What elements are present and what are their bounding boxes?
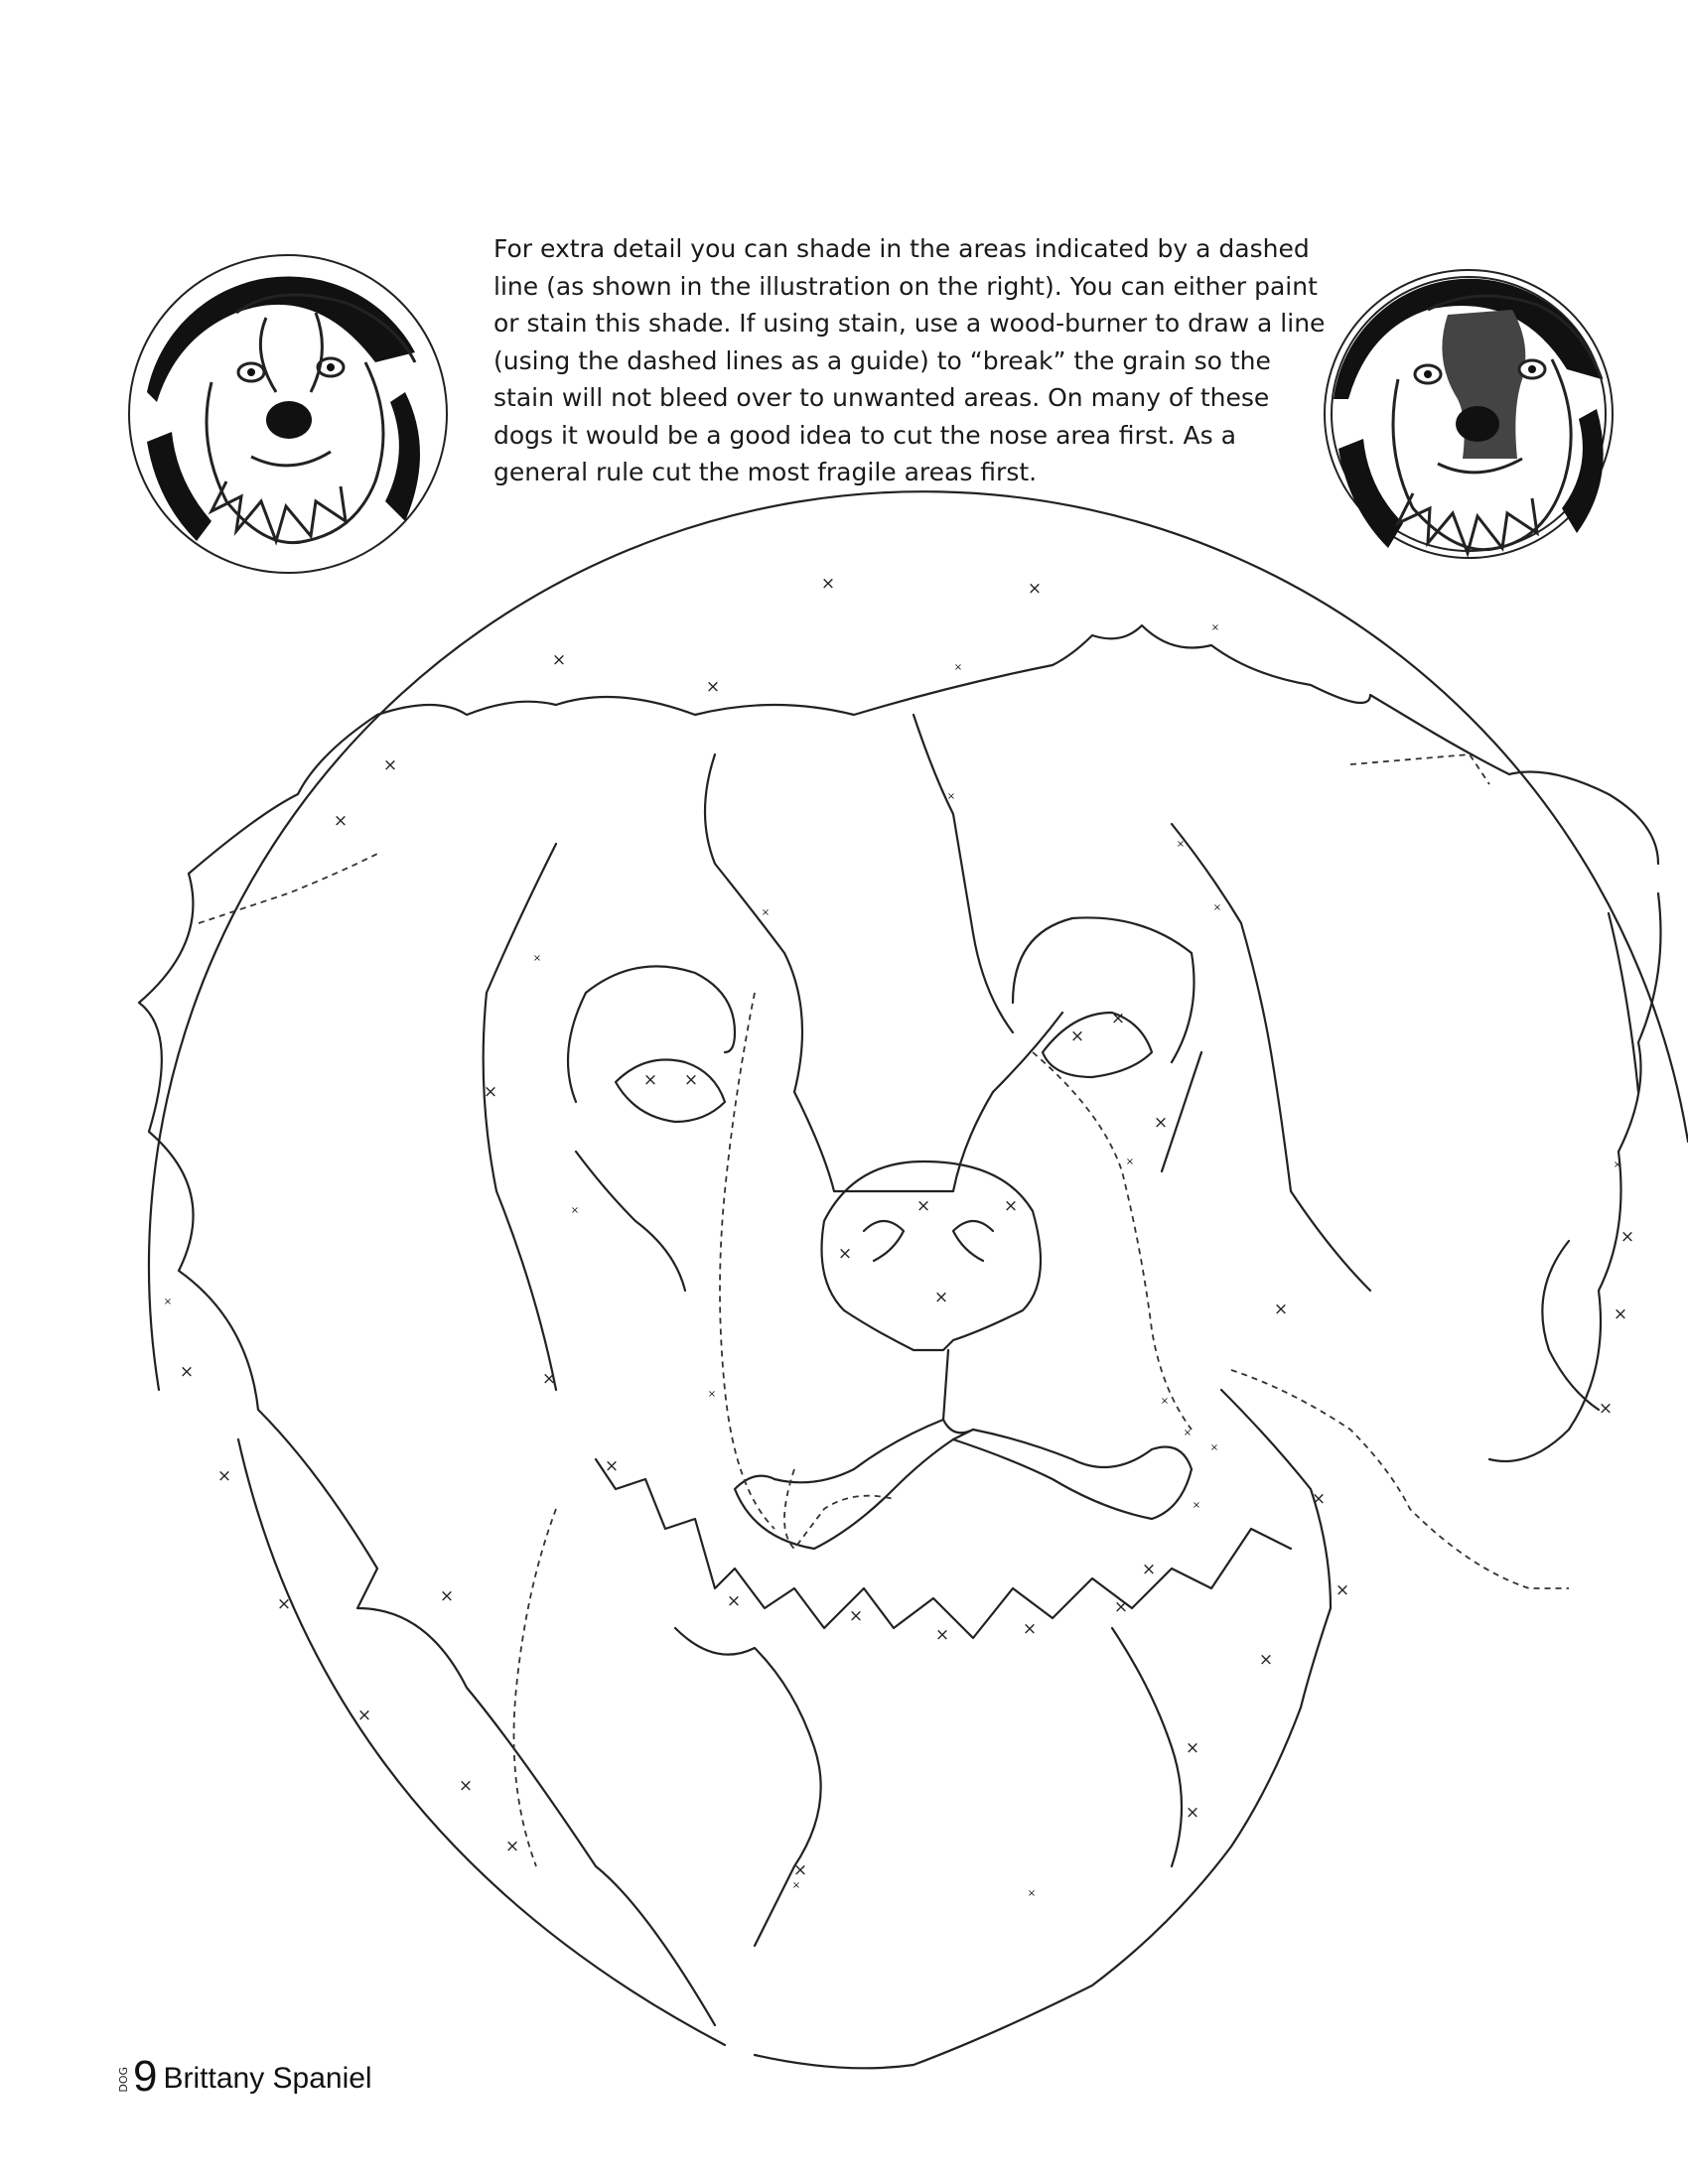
shade-guide (784, 1469, 894, 1549)
cut-marker: × (382, 755, 398, 775)
head-outline (139, 874, 715, 2025)
cut-marker: × (848, 1606, 864, 1626)
pattern-title: Brittany Spaniel (163, 2062, 372, 2095)
cut-marker: × (1022, 1619, 1038, 1639)
ear-fringe (1162, 1052, 1201, 1171)
cut-marker: × (726, 1591, 742, 1611)
cut-marker-small: × (1209, 1442, 1219, 1453)
page-prefix: DOG (117, 2067, 130, 2093)
cut-marker: × (1069, 1026, 1085, 1046)
shade-guide (1033, 1052, 1192, 1430)
cut-marker: × (837, 1244, 853, 1264)
cut-marker-small: × (532, 953, 542, 964)
mouth-center (943, 1350, 973, 1439)
cut-marker: × (1113, 1597, 1129, 1617)
instruction-line: general rule cut the most fragile areas first. (493, 458, 1038, 486)
cut-marker: × (1027, 579, 1043, 599)
cut-marker: × (1335, 1580, 1350, 1600)
cut-marker: × (933, 1288, 949, 1307)
cut-marker: × (1141, 1560, 1157, 1579)
cut-marker-small: × (946, 791, 956, 802)
instruction-line: For extra detail you can shade in the areas indicated by a dashed (493, 234, 1310, 263)
cut-marker-small: × (953, 662, 963, 673)
cut-marker-small: × (1125, 1157, 1135, 1167)
cut-marker-small: × (1192, 1500, 1201, 1511)
cut-marker: × (705, 677, 721, 697)
chest-fur (675, 1628, 821, 1946)
ear-fringe (484, 844, 556, 1390)
frame-circle (238, 1439, 725, 2045)
shade-guide (1231, 1370, 1569, 1588)
right-eye (1043, 1013, 1152, 1077)
cut-marker: × (1311, 1489, 1327, 1509)
cut-marker-small: × (707, 1389, 717, 1400)
cut-marker: × (356, 1706, 372, 1725)
shade-guide (1350, 754, 1489, 784)
cut-marker: × (1003, 1196, 1019, 1216)
instruction-line: or stain this shade. If using stain, use a wood-burner to draw a line (493, 309, 1326, 338)
cut-marker: × (1185, 1738, 1200, 1758)
frame-circle (1609, 913, 1638, 1092)
nose (822, 1161, 1042, 1350)
cut-marker-small: × (1210, 622, 1220, 633)
cut-marker: × (604, 1456, 620, 1476)
mouth-right (953, 1430, 1192, 1519)
head-outline (1489, 893, 1661, 1461)
cut-marker: × (1258, 1650, 1274, 1670)
cut-marker: × (551, 650, 567, 670)
cut-marker-small: × (1183, 1428, 1193, 1438)
head-outline (755, 1390, 1331, 2068)
cut-marker-small: × (761, 907, 771, 918)
shade-guide (199, 854, 377, 923)
cut-marker-small: × (1160, 1396, 1170, 1407)
cut-marker: × (1598, 1399, 1614, 1419)
cut-marker-small: × (1176, 839, 1186, 850)
cut-marker: × (1273, 1299, 1289, 1319)
shade-guide (720, 993, 774, 1529)
instruction-line: stain will not bleed over to unwanted areas. On many of these (493, 383, 1270, 412)
pattern-number: 9 (133, 2052, 158, 2101)
ear-fringe (1172, 824, 1370, 1291)
nostril-left (864, 1221, 904, 1261)
instruction-line: (using the dashed lines as a guide) to “break” the grain so the (493, 345, 1271, 375)
nostril-right (953, 1221, 993, 1261)
cut-marker-small: × (163, 1297, 173, 1307)
chest-fur (1112, 1628, 1182, 1866)
cut-marker: × (820, 574, 836, 594)
cut-marker: × (333, 811, 349, 831)
cut-marker: × (642, 1070, 658, 1090)
cut-marker: × (792, 1860, 808, 1880)
cut-marker: × (1619, 1227, 1635, 1247)
mouth-left (735, 1420, 953, 1549)
cut-marker-small: × (791, 1880, 801, 1891)
cut-marker: × (439, 1586, 455, 1606)
cut-marker: × (276, 1594, 292, 1614)
head-outline (189, 625, 1658, 874)
blaze-center (794, 1013, 1062, 1191)
pattern-footer (117, 2039, 372, 2099)
cut-marker-small: × (1212, 902, 1222, 913)
cut-marker: × (541, 1369, 557, 1389)
cut-marker: × (216, 1466, 232, 1486)
cut-marker: × (683, 1070, 699, 1090)
cut-marker: × (504, 1837, 520, 1856)
instruction-line: dogs it would be a good idea to cut the nose area first. As a (493, 420, 1236, 450)
frame-circle (149, 491, 1688, 1390)
cut-marker: × (179, 1362, 195, 1382)
cut-marker: × (1613, 1304, 1628, 1324)
cut-marker-small: × (1027, 1888, 1037, 1899)
cut-marker: × (458, 1776, 474, 1796)
cut-marker: × (1110, 1009, 1126, 1028)
cut-marker: × (934, 1625, 950, 1645)
cut-marker: × (1153, 1113, 1169, 1133)
instruction-line: line (as shown in the illustration on the right). You can either paint (493, 271, 1318, 301)
cut-marker: × (915, 1196, 931, 1216)
cut-marker-small: × (570, 1205, 580, 1216)
blaze-right (914, 715, 1013, 1032)
cut-marker: × (483, 1082, 498, 1102)
cut-marker-small: × (1613, 1160, 1622, 1170)
shade-guide (514, 1509, 557, 1866)
cut-marker: × (1185, 1803, 1200, 1823)
left-eye (616, 1060, 725, 1123)
ear-fringe (576, 1152, 685, 1291)
blaze-left (705, 754, 802, 1092)
